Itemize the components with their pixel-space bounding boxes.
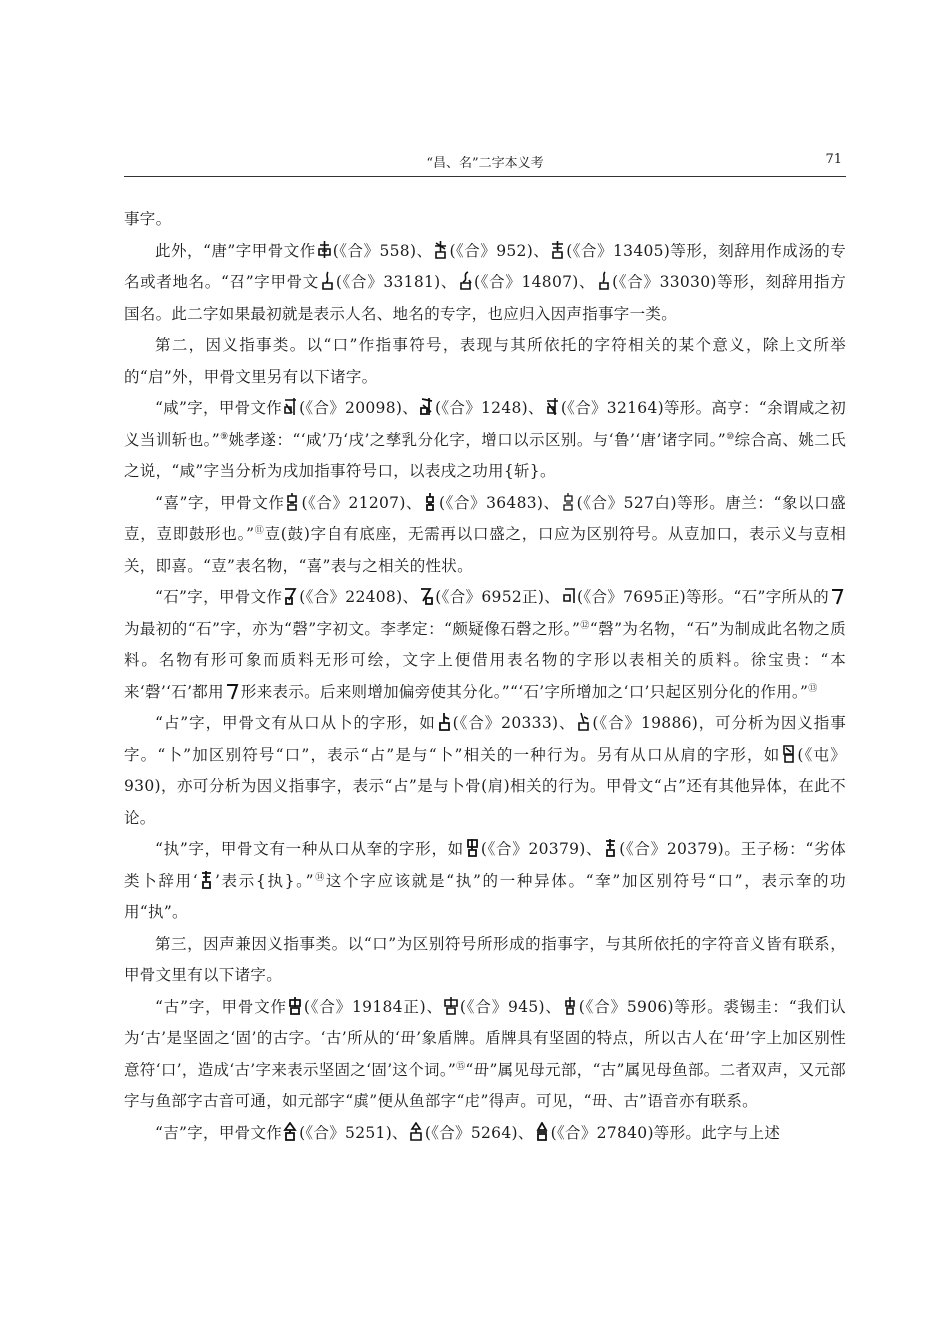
paragraph: “古”字，甲骨文作 (《合》19184正)、 (《合》945)、 (《合》5906)等形。裘锡圭：“我们认为‘古’是坚固之‘固’的古字。‘古’所从的‘毌’象盾牌。盾牌具有坚固的特点，所以古人在‘毌’字上加区别性意符‘口’，造成‘古’字来表示坚固之‘固’这个词。”⑮“毌”属见母元部，“古”属见母鱼部。二者双声，又元部字与鱼部字古音可通，如元部字“虡”便从鱼部字“虍”得声。可见，“毌、古”语音亦有联系。 bbox=[124, 997, 846, 1110]
oracle-glyph-shi bbox=[561, 586, 576, 606]
oracle-glyph-ji bbox=[283, 1122, 298, 1142]
oracle-glyph-tang bbox=[317, 240, 332, 260]
paragraph: “占”字，甲骨文有从口从卜的字形，如 (《合》20333)、 (《合》19886)，可分析为因义指事字。“卜”加区别符号“口”，表示“占”是与“卜”相关的一种行为。另有从口从肩的字形，如 (《屯》930)，亦可分析为因义指事字，表示“占”是与卜骨(肩)相关的行为。甲骨文“占”还有其他异体，在此不论。 bbox=[124, 714, 847, 827]
oracle-glyph-gu bbox=[288, 996, 303, 1016]
oracle-glyph-xi bbox=[561, 492, 576, 512]
oracle-glyph-xi bbox=[285, 492, 300, 512]
oracle-glyph-ji bbox=[409, 1122, 424, 1142]
oracle-glyph-qing bbox=[225, 681, 240, 701]
footnote-marker: ⑩ bbox=[726, 431, 735, 442]
paragraph: “咸”字，甲骨文作 (《合》20098)、 (《合》1248)、 (《合》32164)等形。高亨：“余谓咸之初义当训斩也。”⑨姚孝遂：“‘咸’乃‘戌’之孳乳分化字，增口以示区别。与‘鲁’‘唐’诸字同。”⑩综合高、姚二氏之说，“咸”字当分析为戌加指事符号口，以表戌之功用{斩}。 bbox=[124, 399, 846, 480]
oracle-glyph-gu bbox=[444, 996, 459, 1016]
footnote-marker: ⑨ bbox=[220, 431, 229, 442]
page-number: 71 bbox=[825, 152, 842, 167]
paragraph: 第三，因声兼因义指事类。以“口”为区别符号所形成的指事字，与其所依托的字符音义皆有联系，甲骨文里有以下诸字。 bbox=[124, 934, 846, 984]
oracle-glyph-zhi bbox=[199, 870, 214, 890]
footnote-marker: ⑫ bbox=[580, 620, 590, 631]
body-text bbox=[124, 204, 846, 1149]
oracle-glyph-zhao bbox=[596, 271, 611, 291]
oracle-glyph-shi bbox=[283, 586, 298, 606]
oracle-glyph-zhi bbox=[603, 838, 618, 858]
running-head bbox=[124, 150, 846, 177]
running-title: “昌、名”二字本义考 bbox=[426, 156, 544, 171]
paragraph: “吉”字，甲骨文作 (《合》5251)、 (《合》5264)、 (《合》27840)等形。此字与上述 bbox=[155, 1123, 781, 1142]
oracle-glyph-xian bbox=[545, 397, 560, 417]
oracle-glyph-zhao bbox=[458, 271, 473, 291]
oracle-glyph-shi bbox=[419, 586, 434, 606]
paragraph: “石”字，甲骨文作 (《合》22408)、 (《合》6952正)、 (《合》7695正)等形。“石”字所从的 为最初的“石”字，亦为“磬”字初文。李孝定：“颇疑像石磬之形。”⑫“磬”为名物，“石”为制成此名物之质料。名物有形可象而质料无形可绘，文字上便借用表名物的字形以表相关的质料。徐宝贵：“本来‘磬’‘石’都用 形来表示。后来则增加偏旁使其分化。”“‘石’字所增加之‘口’只起区别分化的作用。”⑬ bbox=[124, 588, 846, 701]
oracle-glyph-xian bbox=[419, 397, 434, 417]
oracle-glyph-zhao bbox=[320, 271, 335, 291]
oracle-glyph-zhan bbox=[781, 744, 796, 764]
oracle-glyph-gu bbox=[563, 996, 578, 1016]
oracle-glyph-ji bbox=[535, 1122, 550, 1142]
footnote-marker: ⑪ bbox=[254, 525, 265, 536]
paragraph: 此外，“唐”字甲骨文作 (《合》558)、 (《合》952)、 (《合》13405)等形，刻辞用作成汤的专名或者地名。“召”字甲骨文 (《合》33181)、 (《合》14807)、 (《合》33030)等形，刻辞用指方国名。此二字如果最初就是表示人名、地名的专字，也应归入因声指事字一类。 bbox=[124, 241, 847, 323]
oracle-glyph-zhi bbox=[465, 838, 480, 858]
oracle-glyph-zhan bbox=[437, 712, 452, 732]
footnote-marker: ⑬ bbox=[808, 683, 818, 694]
oracle-glyph-xi bbox=[423, 492, 438, 512]
oracle-glyph-zhan bbox=[576, 712, 591, 732]
paragraph: “喜”字，甲骨文作 (《合》21207)、 (《合》36483)、 (《合》527白)等形。唐兰：“象以口盛壴，壴即鼓形也。”⑪壴(鼓)字自有底座，无需再以口盛之，口应为区别符号。从壴加口，表示义与壴相关，即喜。“壴”表名物，“喜”表与之相关的性状。 bbox=[124, 493, 846, 575]
paragraph: 事字。 bbox=[124, 210, 172, 228]
paragraph: 第二，因义指事类。以“口”作指事符号，表现与其所依托的字符相关的某个意义，除上文所举的“启”外，甲骨文里另有以下诸字。 bbox=[124, 336, 846, 386]
footnote-marker: ⑭ bbox=[313, 872, 326, 883]
oracle-glyph-tang bbox=[433, 240, 448, 260]
oracle-glyph-tang bbox=[550, 240, 565, 260]
paragraph: “执”字，甲骨文有一种从口从羍的字形，如 (《合》20379)、 (《合》20379)。王子杨：“劣体类卜辞用‘ ’表示{执}。”⑭这个字应该就是“执”的一种异体。“羍”加区别符号“口”，表示羍的功用“执”。 bbox=[124, 840, 846, 921]
oracle-glyph-qing bbox=[830, 586, 845, 606]
footnote-marker: ⑮ bbox=[456, 1061, 466, 1072]
oracle-glyph-xian bbox=[283, 397, 298, 417]
